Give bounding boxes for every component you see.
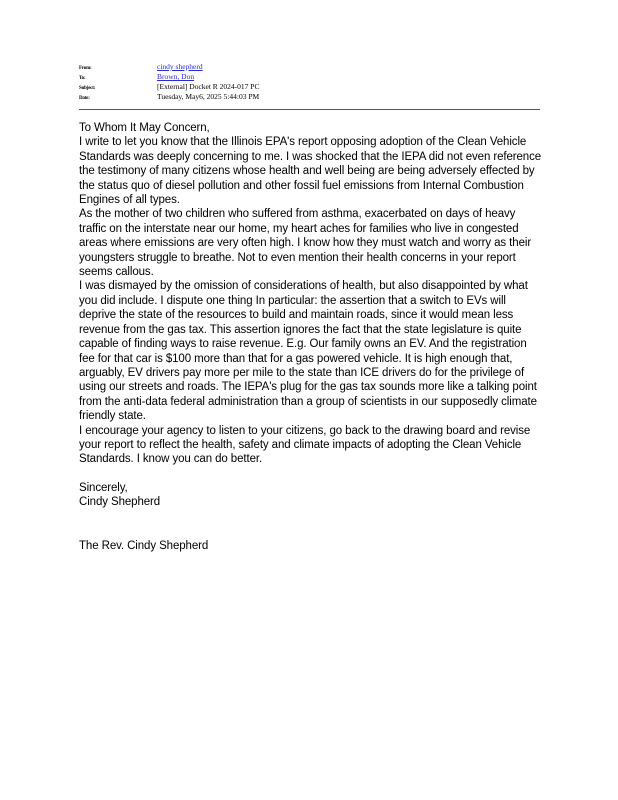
spacer	[79, 510, 543, 539]
spacer	[79, 467, 543, 481]
signature-name: Cindy Shepherd	[79, 496, 161, 509]
paragraph-4: I encourage your agency to listen to your citizens, go back to the drawing board and revise your report to reflect the health, safety and climate impacts of adopting the Clean Vehicle Standards. I know you can do better.	[79, 424, 531, 466]
date-row	[79, 92, 539, 102]
from-label: From:	[79, 66, 92, 71]
salutation: To Whom It May Concern,	[79, 122, 210, 134]
from-sender-link[interactable]: cindy shepherd	[157, 62, 203, 71]
to-recipient-link[interactable]: Brown, Don	[157, 72, 195, 81]
date-label: Date:	[79, 96, 90, 101]
paragraph-3: I was dismayed by the omission of considerations of health, but also disappointed by what you did include. I dispute one thing In particular: the assertion that a switch to EVs will deprive the state of the resources to build and maintain roads, since it would mean less revenue from the gas tax. This assertion ignores the fact that the state legislature is quite capable of finding ways to raise revenue. E.g. Our family owns an EV. And the registration fee for that car is $100 more than that for a gas powered vehicle. It is high enough that, arguably, EV drivers pay more per mile to the state than ICE drivers do for the privilege of using our streets and roads. The IEPA's plug for the gas tax sounds more like a talking point from the anti-data federal administration than a group of scientists in our supposedly climate friendly state.	[79, 280, 537, 423]
subject-label: Subject:	[79, 86, 96, 91]
header-divider	[79, 109, 540, 110]
paragraph-2: As the mother of two children who suffered from asthma, exacerbated on days of heavy traffic on the interstate near our home, my heart aches for families who live in congested areas where emissions are very often high. I know how they must watch and worry as their youngsters struggle to breathe. Not to even mention their health concerns in your report seems callous.	[79, 208, 532, 279]
subject-value: [External] Docket R 2024-017 PC	[157, 82, 260, 91]
date-value: Tuesday, May6, 2025 5:44:03 PM	[157, 92, 260, 101]
closing: Sincerely,	[79, 481, 128, 494]
to-label: To:	[79, 76, 86, 81]
letter-body	[79, 121, 543, 553]
full-signature: The Rev. Cindy Shepherd	[79, 539, 209, 552]
from-row	[79, 62, 539, 72]
to-row	[79, 72, 539, 82]
paragraph-1: I write to let you know that the Illinois EPA's report opposing adoption of the Clean Vehicle Standards was deeply concerning to me. I was shocked that the IEPA did not even reference the testimony of many citizens whose health and well being are being adversely effected by the status quo of diesel pollution and other fossil fuel emissions from Internal Combustion Engines of all types.	[79, 136, 542, 207]
subject-row	[79, 82, 539, 92]
email-header	[79, 62, 539, 102]
